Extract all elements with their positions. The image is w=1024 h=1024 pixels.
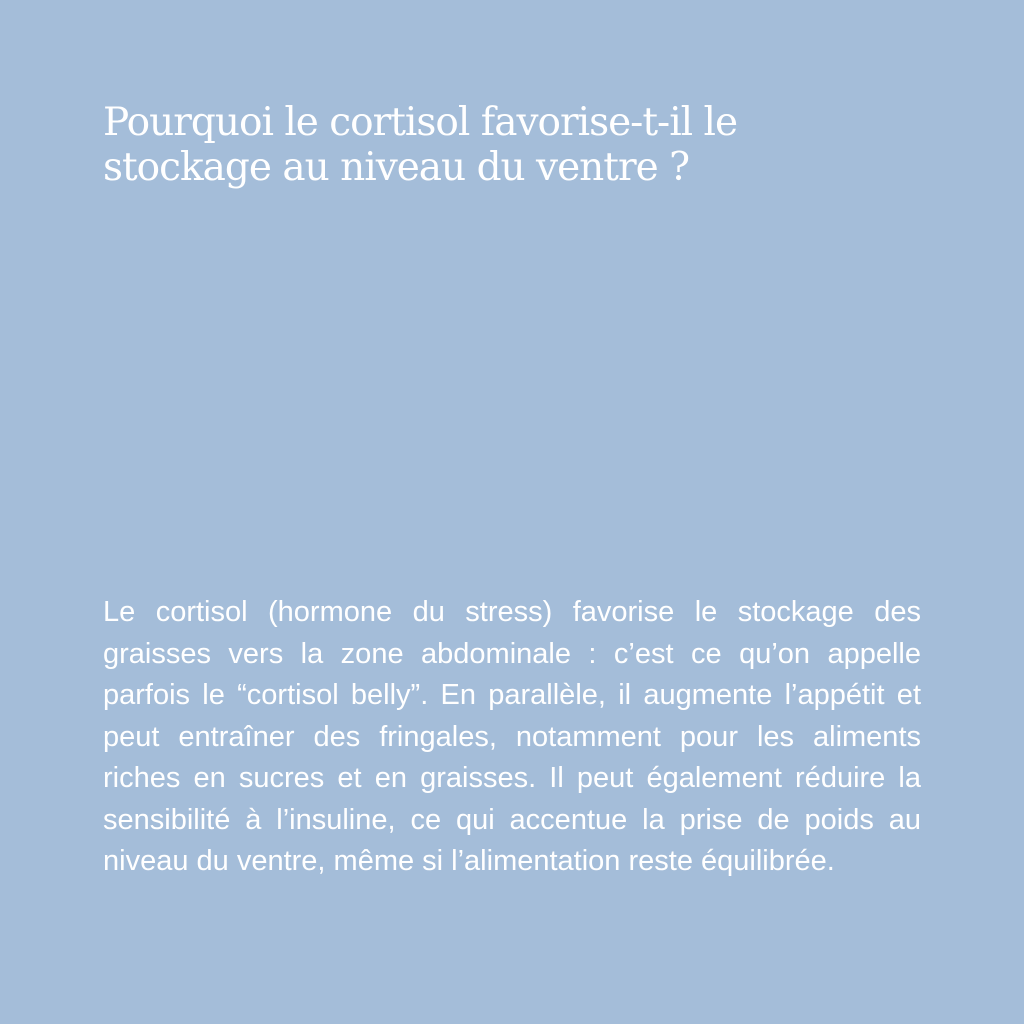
slide-body-text: Le cortisol (hormone du stress) favorise le stockage des graisses vers la zone abdominale : c’est ce qu’on appelle parfois le “cortisol belly”. En parallèle, il augmente l’appétit et peut entraîner des fringales, notamment pour les aliments riches en sucres et en graisses. Il peut également réduire la sensibilité à l’insuline, ce qui accentue la prise de poids au niveau du ventre, même si l’alimentation reste équilibrée. (103, 596, 921, 877)
slide-title-line-2: stockage au niveau du ventre ? (103, 145, 689, 190)
slide-title (103, 100, 923, 190)
slide-title-line-1: Pourquoi le cortisol favorise-t-il le (103, 100, 738, 145)
